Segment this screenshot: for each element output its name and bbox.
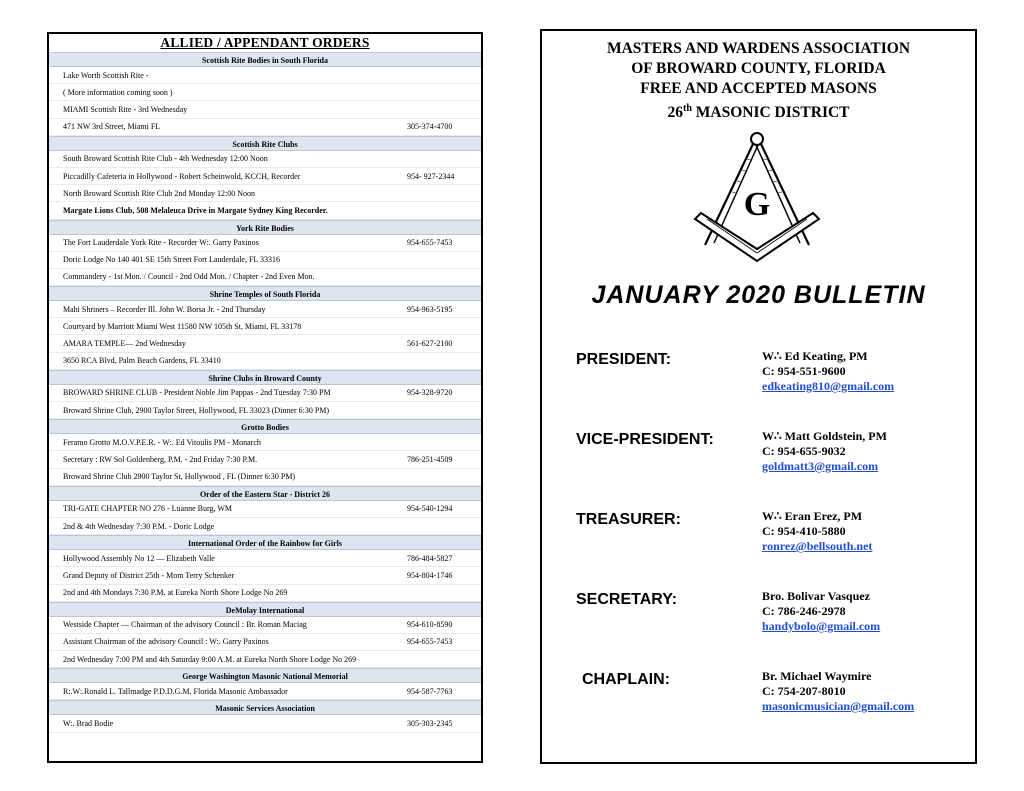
section-header: Scottish Rite Bodies in South Florida [49, 52, 481, 67]
list-row [49, 318, 481, 335]
row-text: W:. Brad Bodie [63, 719, 114, 729]
list-row [49, 202, 481, 219]
row-text: Broward Shrine Club, 2900 Taylor Street, Hollywood, FL 33023 (Dinner 6:30 PM) [63, 405, 330, 415]
row-text: South Broward Scottish Rite Club - 4th Wednesday 12:00 Noon [63, 154, 268, 164]
district-line [542, 99, 975, 123]
association-title-line-1: MASTERS AND WARDENS ASSOCIATION [606, 40, 911, 57]
list-row [49, 353, 481, 370]
bulletin-panel [540, 29, 977, 764]
section-header: George Washington Masonic National Memorial [49, 668, 481, 683]
bulletin-title: JANUARY 2020 BULLETIN [591, 281, 926, 309]
list-row [49, 617, 481, 634]
row-phone: 786-251-4509 [407, 454, 453, 464]
row-phone: 954-655-7453 [407, 238, 453, 248]
officer-email-link[interactable]: handybolo@gmail.com [762, 619, 881, 633]
list-row [49, 518, 481, 535]
row-text: 3650 RCA Blvd, Palm Beach Gardens, FL 33410 [63, 356, 221, 366]
row-text: MIAMI Scottish Rite - 3rd Wednesday [63, 104, 188, 114]
officer-name: Bro. Bolivar Vasquez [762, 589, 870, 603]
row-phone: 305-303-2345 [407, 719, 453, 729]
officer-role: SECRETARY: [576, 591, 678, 608]
list-row [49, 335, 481, 352]
association-title-line-3: FREE AND ACCEPTED MASONS [640, 80, 877, 97]
officer-email-link[interactable]: masonicmusician@gmail.com [762, 699, 915, 713]
list-row [49, 683, 481, 700]
officer-phone: C: 754-207-8010 [762, 684, 846, 698]
row-text: Mahi Shriners – Recorder Ill. John W. Borsa Jr. - 2nd Thursday [63, 304, 266, 314]
row-phone: 786-484-5827 [407, 553, 453, 563]
officer-phone: C: 954-551-9600 [762, 364, 846, 378]
row-text: Hollywood Assembly No 12 — Elizabeth Valle [63, 553, 215, 563]
row-phone: 954-804-1746 [407, 570, 453, 580]
officer-role: CHAPLAIN: [582, 671, 670, 688]
list-row [49, 269, 481, 286]
officer-phone: C: 954-655-9032 [762, 444, 846, 458]
list-row [49, 469, 481, 486]
row-text: Margate Lions Club, 508 Melaleuca Drive in Margate Sydney King Recorder. [63, 205, 328, 215]
row-phone: 954-963-5195 [407, 304, 453, 314]
row-phone: 561-627-2100 [407, 339, 453, 349]
row-text: Broward Shrine Club 2900 Taylor St, Hollywood , FL (Dinner 6:30 PM) [63, 472, 296, 482]
allied-orders-title: ALLIED / APPENDANT ORDERS [160, 35, 370, 50]
officer-name: Br. Michael Waymire [762, 669, 872, 683]
row-phone: 954-655-7453 [407, 637, 453, 647]
officer-email-link[interactable]: goldmatt3@gmail.com [762, 459, 879, 473]
district-suffix: th [682, 103, 692, 114]
officer-contact [762, 669, 914, 714]
row-text: Westside Chapter — Chairman of the advisory Council : Br. Roman Maciag [63, 620, 307, 630]
row-text: Commandery - 1st Mon. / Council - 2nd Odd Mon. / Chapter - 2nd Even Mon. [63, 272, 315, 282]
row-phone: 954-610-8590 [407, 620, 453, 630]
list-row [49, 101, 481, 118]
district-label: MASONIC DISTRICT [691, 104, 850, 122]
list-row [49, 402, 481, 419]
row-text: Doric Lodge No 140 401 SE 15th Street Fort Lauderdale, FL 33316 [63, 255, 280, 265]
allied-orders-list [49, 52, 481, 733]
section-header: International Order of the Rainbow for Girls [49, 535, 481, 550]
row-text: Secretary : RW Sol Goldenberg, P.M. - 2nd Friday 7:30 P.M. [63, 454, 258, 464]
list-row [49, 252, 481, 269]
row-text: Courtyard by Marriott Miami West 11580 NW 105th St, Miami, FL 33178 [63, 321, 302, 331]
officer-contact [762, 509, 872, 554]
officer-role: VICE-PRESIDENT: [576, 431, 714, 448]
row-phone: 954-540-1294 [407, 504, 453, 514]
row-text: ( More information coming soon ) [63, 87, 173, 97]
emblem-letter: G [743, 186, 771, 223]
officer-contact [762, 589, 880, 634]
row-text: Lake Worth Scottish Rite - [63, 70, 149, 80]
row-text: AMARA TEMPLE— 2nd Wednesday [63, 339, 186, 349]
section-header: Order of the Eastern Star - District 26 [49, 486, 481, 501]
list-row [49, 385, 481, 402]
list-row [49, 84, 481, 101]
list-row [49, 119, 481, 136]
list-row [49, 451, 481, 468]
list-row [49, 550, 481, 567]
list-row [49, 67, 481, 84]
officer-email-link[interactable]: ronrez@bellsouth.net [762, 539, 873, 553]
officer-contact [762, 429, 887, 474]
section-header: York Rite Bodies [49, 220, 481, 235]
row-text: Piccadilly Cafeteria in Hollywood - Robert Scheinwold, KCCH, Recorder [63, 171, 301, 181]
row-phone: 954-328-9720 [407, 388, 453, 398]
section-header: Shrine Clubs in Broward County [49, 370, 481, 385]
list-row [49, 501, 481, 518]
row-text: Grand Deputy of District 25th - Mom Terry Schenker [63, 570, 235, 580]
list-row [49, 585, 481, 602]
row-text: The Fort Lauderdale York Rite - Recorder W:. Garry Paxinos [63, 238, 259, 248]
square-and-compasses-icon [687, 127, 827, 267]
row-text: 2nd and 4th Mondays 7:30 P.M. at Eureka North Shore Lodge No 269 [63, 588, 288, 598]
list-row [49, 651, 481, 668]
officer-phone: C: 786-246-2978 [762, 604, 846, 618]
list-row [49, 168, 481, 185]
list-row [49, 634, 481, 651]
row-phone: 305-374-4700 [407, 122, 453, 132]
section-header: Scottish Rite Clubs [49, 136, 481, 151]
officer-email-link[interactable]: edkeating810@gmail.com [762, 379, 895, 393]
row-text: 471 NW 3rd Street, Miami FL [63, 122, 161, 132]
officer-name: W∴ Eran Erez, PM [762, 509, 863, 523]
list-row [49, 567, 481, 584]
row-text: North Broward Scottish Rite Club 2nd Monday 12:00 Noon [63, 188, 255, 198]
section-header: Grotto Bodies [49, 419, 481, 434]
list-row [49, 235, 481, 252]
district-number: 26 [667, 104, 683, 122]
row-text: Assistant Chairman of the advisory Council : W:. Garry Paxinos [63, 637, 269, 647]
list-row [49, 301, 481, 318]
allied-orders-panel [47, 32, 483, 763]
row-text: 2nd Wednesday 7:00 PM and 4th Saturday 9:00 A.M. at Eureka North Shore Lodge No 269 [63, 654, 357, 664]
row-text: Feramo Grotto M.O.V.P.E.R. - W:. Ed Vitoulis PM - Monarch [63, 437, 261, 447]
row-text: BROWARD SHRINE CLUB - President Noble Jim Pappas - 2nd Tuesday 7:30 PM [63, 388, 331, 398]
row-phone: 954-587-7763 [407, 686, 453, 696]
section-header: Shrine Temples of South Florida [49, 286, 481, 301]
section-header: Masonic Services Association [49, 700, 481, 715]
officer-contact [762, 349, 894, 394]
officer-role: PRESIDENT: [576, 351, 672, 368]
list-row [49, 434, 481, 451]
list-row [49, 185, 481, 202]
row-text: TRI-GATE CHAPTER NO 276 - Luanne Burg, WM [63, 504, 233, 514]
officer-name: W∴ Ed Keating, PM [762, 349, 868, 363]
row-text: R:.W:.Ronald L. Tallmadge P.D.D.G.M. Florida Masonic Ambassador [63, 686, 288, 696]
list-row [49, 715, 481, 732]
officer-phone: C: 954-410-5880 [762, 524, 846, 538]
officer-name: W∴ Matt Goldstein, PM [762, 429, 887, 443]
row-text: 2nd & 4th Wednesday 7:30 P.M. - Doric Lodge [63, 521, 215, 531]
section-header: DeMolay International [49, 602, 481, 617]
association-title-line-2: OF BROWARD COUNTY, FLORIDA [631, 60, 886, 77]
association-title [542, 39, 975, 123]
list-row [49, 151, 481, 168]
row-phone: 954- 927-2344 [407, 171, 455, 181]
officer-role: TREASURER: [576, 511, 681, 528]
